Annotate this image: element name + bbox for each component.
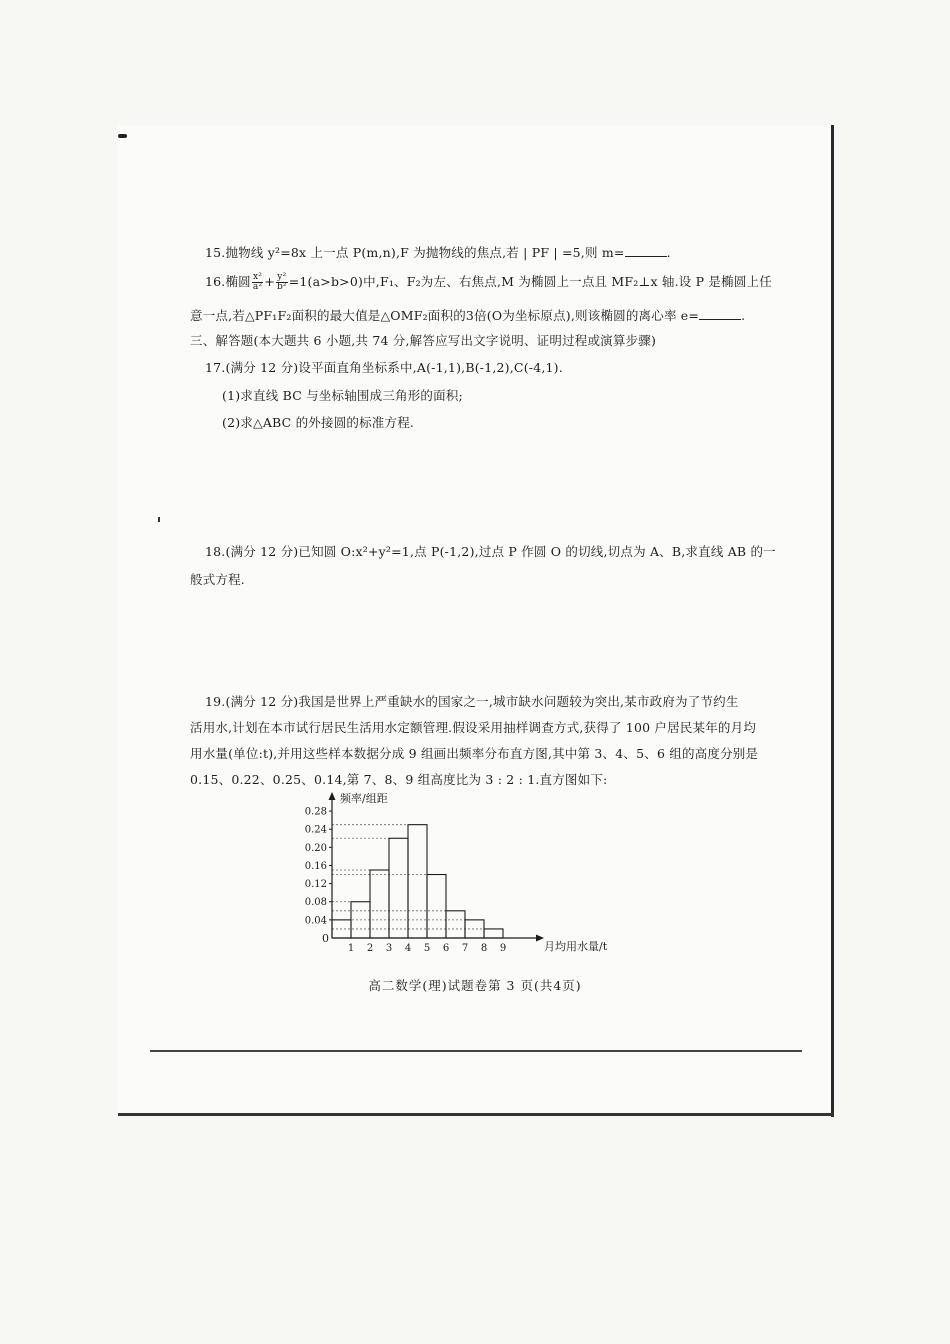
y-tick-label: 0.04 (304, 915, 327, 927)
y-axis-arrow (329, 792, 336, 800)
question-15-text: 15.抛物线 y²=8x 上一点 P(m,n),F 为抛物线的焦点,若 | PF | =5,则 m= (205, 245, 625, 260)
question-17-stem: 17.(满分 12 分)设平面直角坐标系中,A(-1,1),B(-1,2),C(-4,1). (205, 360, 563, 375)
question-15-end: . (666, 245, 671, 260)
page-edge-right (831, 125, 834, 1117)
y-tick-label: 0.16 (304, 860, 327, 872)
question-16-rest: =1(a>b>0)中,F₁、F₂为左、右焦点,M 为椭圆上一点且 MF₂⊥x 轴.设 P 是椭圆上任 (288, 274, 772, 289)
y-tick-label: 0.28 (304, 806, 327, 818)
histogram-bars (332, 825, 503, 938)
question-18-line-2: 般式方程. (190, 572, 245, 587)
x-tick-label: 7 (461, 943, 469, 954)
question-16-line-1: 16.椭圆 $\frac{\text{x²}}{\text{a²}}$ + $\frac{\text{y²}}{\text{b²}}$ =1(a>b>0)中,F₁、F₂为左、右焦点,M 为椭圆上一点且 MF₂⊥x 轴.设 P 是椭圆上任 (205, 272, 772, 292)
question-15 (205, 243, 671, 261)
question-18-line-1: 18.(满分 12 分)已知圆 O:x²+y²=1,点 P(-1,2),过点 P 作圆 O 的切线,切点为 A、B,求直线 AB 的一 (205, 544, 776, 559)
x-axis-label: 月均用水量/t (544, 940, 608, 953)
page-edge-bottom (118, 1113, 834, 1116)
fraction-x-numerator: x² (253, 272, 263, 282)
answer-blank (625, 245, 667, 257)
section-3-heading: 三、解答题(本大题共 6 小题,共 74 分,解答应写出文字说明、证明过程或演算步骤) (190, 333, 657, 348)
footer-rule (150, 1050, 802, 1052)
x-tick-label: 3 (385, 943, 393, 954)
histogram-bar (408, 825, 427, 938)
x-axis-arrow (536, 935, 544, 942)
question-19-line-1: 19.(满分 12 分)我国是世界上严重缺水的国家之一,城市缺水问题较为突出,某市政府为了节约生 (205, 694, 739, 709)
y-tick-label: 0.12 (304, 879, 327, 891)
histogram-bar (389, 838, 408, 938)
x-tick-label: 8 (480, 943, 488, 954)
origin-label: 0 (322, 932, 329, 945)
fraction-x-denominator: a² (252, 282, 263, 292)
question-16-prefix: 16.椭圆 (205, 274, 251, 289)
y-tick-label: 0.20 (304, 842, 327, 854)
question-16-line-2 (190, 306, 745, 324)
frequency-histogram (290, 792, 630, 962)
histogram-bar (484, 929, 503, 938)
histogram-bar (370, 870, 389, 938)
x-tick-label: 4 (404, 943, 412, 954)
x-tick-label: 6 (442, 943, 450, 954)
page-footer: 高二数学(理)试题卷第 3 页(共4页) (368, 978, 582, 993)
question-16-line-2-text: 意一点,若△PF₁F₂面积的最大值是△OMF₂面积的3倍(O为坐标原点),则该椭圆的离心率 e= (190, 308, 700, 323)
scan-mark (158, 517, 160, 522)
x-tick-label: 9 (499, 943, 507, 954)
x-tick-label: 5 (423, 943, 431, 954)
histogram-bar (446, 911, 465, 938)
scan-mark (118, 134, 127, 138)
question-17-part-1: (1)求直线 BC 与坐标轴围成三角形的面积; (222, 388, 463, 403)
y-axis-label: 频率/组距 (340, 792, 388, 805)
question-19-line-4: 0.15、0.22、0.25、0.14,第 7、8、9 组高度比为 3 : 2 : 1.直方图如下: (190, 772, 608, 787)
fraction-y (276, 273, 288, 292)
question-16-end: . (741, 308, 746, 323)
y-tick-label: 0.08 (304, 897, 327, 909)
answer-blank (699, 308, 741, 320)
question-19-line-3: 用水量(单位:t),并用这些样本数据分成 9 组画出频率分布直方图,其中第 3、4、5、6 组的高度分别是 (190, 746, 759, 761)
y-tick-label: 0.24 (304, 824, 327, 836)
fraction-y-denominator: b² (276, 282, 287, 292)
histogram-bar (427, 875, 446, 938)
x-tick-label: 2 (366, 943, 374, 954)
x-tick-labels (348, 943, 506, 954)
fraction-x (252, 273, 263, 292)
y-tick-labels (305, 807, 332, 927)
question-17-part-2: (2)求△ABC 的外接圆的标准方程. (222, 415, 415, 430)
fraction-y-numerator: y² (277, 272, 287, 282)
question-19-line-2: 活用水,计划在本市试行居民生活用水定额管理.假设采用抽样调查方式,获得了 100 户居民某年的月均 (190, 720, 757, 735)
x-tick-label: 1 (347, 943, 355, 954)
